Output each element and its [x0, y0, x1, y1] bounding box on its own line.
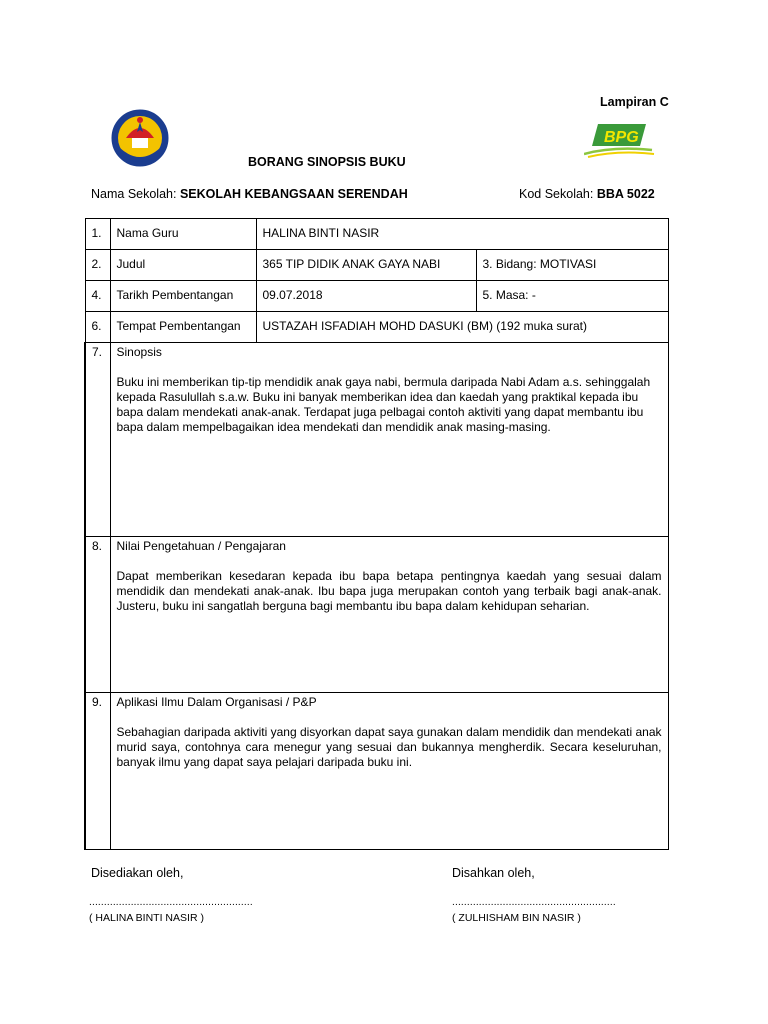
value-section	[85, 537, 668, 693]
row-value: USTAZAH ISFADIAH MOHD DASUKI (BM) (192 muka surat)	[256, 312, 668, 343]
table-row	[85, 219, 668, 250]
row-number: 1.	[85, 219, 110, 250]
approved-by-label: Disahkan oleh,	[452, 866, 535, 880]
synopsis-form-table	[84, 218, 669, 850]
section-body	[110, 537, 668, 693]
row-label: Tarikh Pembentangan	[110, 281, 256, 312]
row-value: 365 TIP DIDIK ANAK GAYA NABI	[256, 250, 476, 281]
section-text: Dapat memberikan kesedaran kepada ibu bapa betapa pentingnya kaedah yang sesuai dalam mendidik dan mendekati anak-anak. Ibu bapa juga merupakan contoh yang terbaik bagi anak-anak. Justeru, buku ini sangatlah berguna bagi membantu ibu bapa dalam kehidupan seharian.	[116, 569, 662, 613]
row-number: 2.	[85, 250, 110, 281]
application-section	[85, 693, 668, 850]
section-text: Sebahagian daripada aktiviti yang disyorkan dapat saya gunakan dalam mendidik dan mendekati anak murid saya, contohnya cara menegur yang sesuai dan bukannya mengherdik. Secara keseluruhan, banyak ilmu yang dapat saya pelajari daripada buku ini.	[116, 725, 662, 769]
row-number: 4.	[85, 281, 110, 312]
prepared-signature-line: .......................................................	[89, 897, 253, 908]
section-body	[110, 343, 668, 537]
page-title: BORANG SINOPSIS BUKU	[248, 155, 406, 169]
bpg-logo	[584, 120, 656, 158]
section-label: Aplikasi Ilmu Dalam Organisasi / P&P	[116, 695, 317, 709]
row-extra: 5. Masa: -	[476, 281, 668, 312]
school-code-label: Kod Sekolah:	[519, 187, 594, 201]
prepared-by-label: Disediakan oleh,	[91, 866, 184, 880]
section-body	[110, 693, 668, 850]
row-extra: 3. Bidang: MOTIVASI	[476, 250, 668, 281]
section-label: Sinopsis	[116, 345, 162, 359]
table-row	[85, 250, 668, 281]
school-code-value: BBA 5022	[596, 187, 655, 201]
approved-signature-line: .......................................................	[452, 897, 616, 908]
section-number: 8.	[85, 537, 110, 693]
section-number: 7.	[85, 343, 110, 537]
approved-by-name: ( ZULHISHAM BIN NASIR )	[452, 912, 581, 924]
school-code-row	[519, 187, 655, 201]
row-label: Judul	[110, 250, 256, 281]
section-number: 9.	[85, 693, 110, 850]
table-row	[85, 281, 668, 312]
ministry-logo	[110, 108, 170, 168]
school-name-row	[91, 187, 408, 201]
row-value: HALINA BINTI NASIR	[256, 219, 668, 250]
lampiran-label: Lampiran C	[600, 95, 669, 109]
section-text: Buku ini memberikan tip-tip mendidik anak gaya nabi, bermula daripada Nabi Adam a.s. sehinggalah kepada Rasulullah s.a.w. Buku ini banyak memberikan idea dan kaedah yang praktikal kepada ibu bapa dalam mendekati anak-anak. Terdapat juga pelbagai contoh aktiviti yang dapat membantu ibu bapa dalam mempelbagaikan idea mendekati dan mendidik anak masing-masing.	[116, 375, 651, 434]
row-label: Nama Guru	[110, 219, 256, 250]
section-label: Nilai Pengetahuan / Pengajaran	[116, 539, 286, 553]
school-name-value: SEKOLAH KEBANGSAAN SERENDAH	[179, 187, 408, 201]
svg-text:BPG: BPG	[604, 129, 639, 146]
row-number: 6.	[85, 312, 110, 343]
synopsis-section	[85, 343, 668, 537]
table-row	[85, 312, 668, 343]
school-name-label: Nama Sekolah:	[91, 187, 177, 201]
row-label: Tempat Pembentangan	[110, 312, 256, 343]
row-value: 09.07.2018	[256, 281, 476, 312]
prepared-by-name: ( HALINA BINTI NASIR )	[89, 912, 204, 924]
